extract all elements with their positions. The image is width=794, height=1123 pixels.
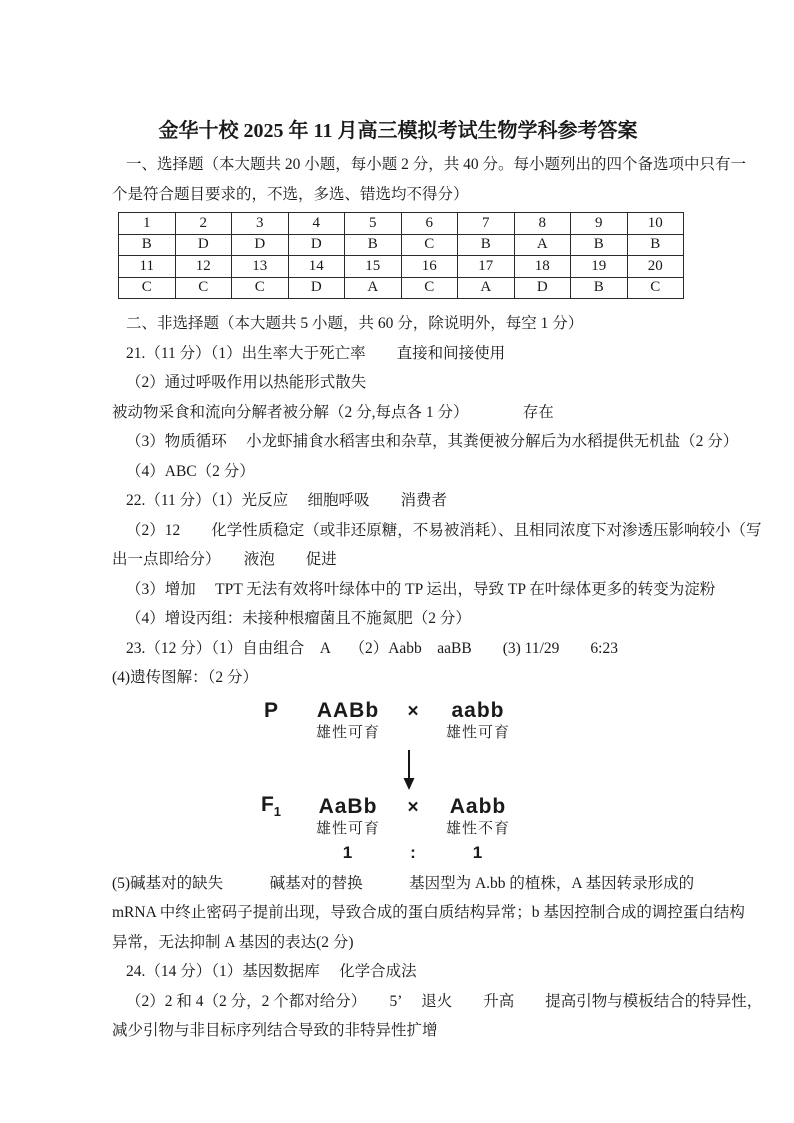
table-cell: C (401, 234, 458, 256)
ratio-left-value: 1 (342, 842, 354, 862)
parent-right-genotype: aabb (451, 698, 505, 722)
table-cell: B (627, 234, 684, 256)
table-cell: 1 (119, 213, 176, 235)
answer-line-q21-2: （2）通过呼吸作用以热能形式散失 (126, 374, 367, 391)
f1-left-genotype: AaBb (318, 794, 378, 818)
table-cell: C (627, 277, 684, 299)
table-cell: C (232, 277, 289, 299)
f1-generation-label (242, 793, 300, 819)
f1-fertility-notes-row (242, 819, 542, 839)
table-cell: 5 (345, 213, 402, 235)
table-cell: 3 (232, 213, 289, 235)
parent-fertility-notes-row (242, 723, 542, 743)
parent-generation-label: P (263, 698, 278, 722)
answer-line-q24-2: （2）2 和 4（2 分，2 个都对给分） 5’ 退火 升高 提高引物与模板结合的特异性， (126, 992, 763, 1010)
table-cell: D (514, 277, 571, 299)
table-cell: A (514, 234, 571, 256)
table-cell: 12 (175, 256, 232, 278)
table-cell: B (458, 234, 515, 256)
ratio-right-value: 1 (472, 842, 484, 862)
answer-line-q22-1: 22.（11 分）（1）光反应 细胞呼吸 消费者 (126, 492, 448, 509)
table-cell: 17 (458, 256, 515, 278)
page-title: 金华十校 2025 年 11 月高三模拟考试生物学科参考答案 (158, 120, 638, 142)
down-arrow-icon (394, 749, 424, 791)
answer-line-q21-1: 21.（11 分）（1）出生率大于死亡率 直接和间接使用 (126, 344, 506, 362)
answer-line-q24-3: 减少引物与非目标序列结合导致的非特异性扩增 (112, 1022, 438, 1040)
table-cell: 11 (119, 256, 176, 278)
table-cell: A (345, 277, 402, 299)
answer-line-q23-3: (5)碱基对的缺失 碱基对的替换 基因型为 A.bb 的植株，A 基因转录形成的 (112, 874, 695, 892)
table-cell: 10 (627, 213, 684, 235)
table-cell: D (175, 234, 232, 256)
answer-line-q22-2: （2）12 化学性质稳定（或非还原糖，不易被消耗）、且相同浓度下对渗透压影响较小（写 (126, 521, 762, 539)
parent-left-genotype: AABb (316, 698, 380, 722)
spacer (242, 749, 394, 791)
f1-label-letter: F (260, 792, 274, 816)
table-cell: 16 (401, 256, 458, 278)
table-cell: 4 (288, 213, 345, 235)
table-cell: 8 (514, 213, 571, 235)
parent-left-fertility-note: 雄性可育 (315, 724, 380, 741)
answer-line-q22-3: 出一点即给分） 液泡 促进 (112, 551, 337, 568)
table-cell: 14 (288, 256, 345, 278)
parent-right-fertility-note: 雄性可育 (445, 724, 510, 741)
f1-generation-row (242, 793, 542, 819)
answer-line-q21-3: 被动物采食和流向分解者被分解（2 分,每点各 1 分） 存在 (112, 403, 554, 421)
phenotype-ratio-row (242, 841, 542, 865)
descent-arrow-row (242, 749, 542, 791)
table-cell: 13 (232, 256, 289, 278)
answer-line-q21-5: （4）ABC（2 分） (126, 462, 255, 480)
table-cell: 2 (175, 213, 232, 235)
table-cell: B (119, 234, 176, 256)
f1-left-fertility-note: 雄性可育 (315, 820, 380, 837)
table-row-answers-11-20 (119, 277, 684, 299)
answer-line-q24-1: 24.（14 分）（1）基因数据库 化学合成法 (126, 963, 417, 981)
table-row-question-numbers-1-10 (119, 213, 684, 235)
table-cell: 20 (627, 256, 684, 278)
answer-line-q23-1: 23.（12 分）（1）自由组合 A （2）Aabb aaBB (3) 11/29 6:23 (126, 639, 618, 657)
table-cell: 18 (514, 256, 571, 278)
genetic-cross-diagram (242, 699, 542, 865)
f1-right-fertility-note: 雄性不育 (445, 820, 510, 837)
table-row-answers-1-10 (119, 234, 684, 256)
table-cell: 9 (571, 213, 628, 235)
table-cell: 7 (458, 213, 515, 235)
f1-label-subscript: 1 (273, 803, 282, 819)
cross-symbol: × (407, 796, 419, 818)
table-cell: 19 (571, 256, 628, 278)
section1-heading-line2: 个是符合题目要求的，不选，多选、错选均不得分） (112, 185, 469, 203)
table-cell: D (232, 234, 289, 256)
table-cell: A (458, 277, 515, 299)
multiple-choice-answer-table (118, 212, 684, 299)
answer-line-q22-5: （4）增设丙组：未接种根瘤菌且不施氮肥（2 分） (126, 610, 471, 627)
table-cell: C (175, 277, 232, 299)
table-cell: C (119, 277, 176, 299)
page-content (112, 118, 763, 1046)
table-cell: D (288, 234, 345, 256)
cross-symbol: × (407, 700, 419, 722)
table-cell: C (401, 277, 458, 299)
section2-heading: 二、非选择题（本大题共 5 小题，共 60 分，除说明外，每空 1 分） (126, 315, 584, 332)
answer-line-q23-2: (4)遗传图解：（2 分） (112, 669, 258, 686)
table-cell: B (571, 277, 628, 299)
table-row-question-numbers-11-20 (119, 256, 684, 278)
table-cell: B (345, 234, 402, 256)
answer-line-q23-4: mRNA 中终止密码子提前出现，导致合成的蛋白质结构异常；b 基因控制合成的调控蛋白结构 (112, 904, 745, 922)
ratio-colon: : (410, 842, 416, 862)
f1-right-genotype: Aabb (449, 794, 507, 818)
parent-generation-row (242, 699, 542, 723)
answer-line-q23-5: 异常，无法抑制 A 基因的表达(2 分) (112, 933, 354, 951)
table-cell: 6 (401, 213, 458, 235)
section1-heading-line1: 一、选择题（本大题共 20 小题，每小题 2 分，共 40 分。每小题列出的四个备选项中只有一 (126, 156, 747, 173)
table-cell: D (288, 277, 345, 299)
answer-line-q22-4: （3）增加 TPT 无法有效将叶绿体中的 TP 运出，导致 TP 在叶绿体更多的转变为淀粉 (126, 580, 716, 598)
table-cell: 15 (345, 256, 402, 278)
table-cell: B (571, 234, 628, 256)
answer-line-q21-4: （3）物质循环 小龙虾捕食水稻害虫和杂草，其粪便被分解后为水稻提供无机盐（2 分） (126, 433, 739, 450)
